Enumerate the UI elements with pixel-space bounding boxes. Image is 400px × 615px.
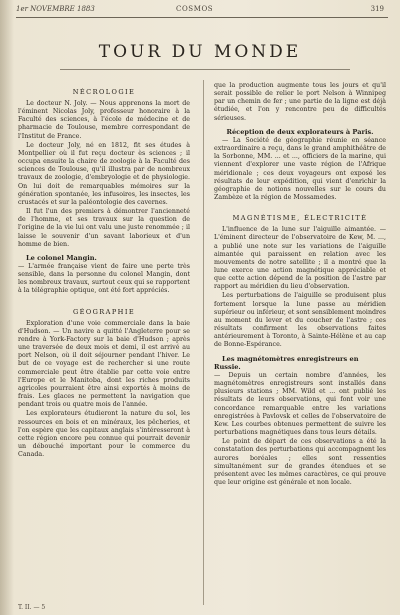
spacer: [18, 297, 190, 302]
binding-shadow: [0, 0, 14, 615]
paragraph: — L'armée française vient de faire une perte très sensible, dans la personne du colonel Mangin, dont les nombreux travaux, surtout ceux qui se rapportent à la télégraphie optique, ont été fort appréciés.: [18, 263, 190, 295]
paragraph: Il fut l'un des premiers à démontrer l'ancienneté de l'homme, et ses travaux sur la question de l'origine de la vie lui ont valu une juste renommée ; il laisse le souvenir d'un savant laborieux et d'un homme de bien.: [18, 208, 190, 248]
paragraph: Le docteur Joly, né en 1812, fit ses études à Montpellier où il fut reçu docteur ès sciences ; il occupa ensuite la chaire de zoologie à la Faculté des sciences de Toulouse, qu'il illustra par de nombreux travaux de zoologie, d'embryologie et de physiologie. On lui doit de remarquables mémoires sur la génération spontanée, les infusoires, les insectes, les crustacés et sur la paléontologie des cavernes.: [18, 141, 190, 206]
section-heading-necrologie: NÉCROLOGIE: [72, 88, 136, 96]
paragraph: — La Société de géographie réunie en séance extraordinaire a reçu, dans le grand amphithéâtre de la Sorbonne, MM. ... et ..., officiers de la marine, qui viennent d'explorer une vaste région de l'Afrique méridionale ; ces deux voyageurs ont exposé les résultats de leur expédition, qui vient d'enrichir la géographie de notions nouvelles sur le cours du Zambèze et la région de Mossamedes.: [214, 136, 386, 202]
paragraph: que la production augmente tous les jours et qu'il serait possible de relier le port Nelson à Winnipeg par un chemin de fer ; une partie de la ligne est déjà étudiée, et l'on y rencontre peu de difficultés sérieuses.: [214, 82, 386, 122]
running-head-journal: COSMOS: [176, 5, 214, 13]
paragraph: L'influence de la lune sur l'aiguille aimantée. — L'éminent directeur de l'observatoire de Kew, M. ..., a publié une note sur les variations de l'aiguille aimantée qui paraissent en relation avec les mouvements de notre satellite ; il a montré que la lune exerce une action magnétique appréciable et que cette action dépend de la position de l'astre par rapport au méridien du lieu d'observation.: [214, 226, 386, 291]
paragraph: Exploration d'une voie commerciale dans la baie d'Hudson. — Un navire a quitté l'Angleterre pour se rendre à York-Factory sur la baie d'Hudson ; après une traversée de deux mois et demi, il est arrivé au port Nelson, où il doit séjourner pendant l'hiver. Le but de ce voyage est de rechercher si une route commerciale peut être établie par cette voie entre l'Europe et le Manitoba, dont les riches produits agricoles pourraient être ainsi exportés à moins de frais. Les glaces ne permettent la navigation que pendant trois ou quatre mois de l'année.: [18, 319, 190, 409]
section-heading-magnetisme: MAGNÉTISME, ÉLECTRICITÉ: [232, 214, 368, 223]
paragraph: — Depuis un certain nombre d'années, les magnétomètres enregistreurs sont installés dans plusieurs stations ; MM. Wild et ... ont publié les résultats de leurs observations, qui font voir une concordance remarquable entre les variations enregistrées à Pavlovsk et celles de l'observatoire de Kew. Les courbes obtenues permettent de suivre les perturbations magnétiques dans tous leurs détails.: [214, 371, 386, 437]
volume-signature: T. II. — 5: [18, 604, 46, 611]
page-number: 319: [370, 5, 384, 13]
subheading-magnetometres: Les magnétomètres enregistreurs en Russie.: [214, 354, 359, 371]
subheading-reception: Réception de deux explorateurs à Paris.: [226, 127, 374, 136]
running-head-date: 1er NOVEMBRE 1883: [16, 5, 95, 13]
section-heading-geographie: GÉOGRAPHIE: [72, 307, 136, 316]
right-column: [214, 82, 386, 602]
left-column: [18, 82, 190, 602]
paragraph: Le point de départ de ces observations a été la constatation des perturbations qui accompagnent les aurores boréales ; elles sont ressenties simultanément sur de grandes étendues et se présentent avec les mêmes caractères, ce qui prouve que leur origine est générale et non locale.: [214, 438, 386, 487]
page-title: TOUR DU MONDE: [98, 42, 302, 62]
header-rule: [16, 17, 388, 18]
paragraph: Les explorateurs étudieront la nature du sol, les ressources en bois et en minéraux, les pêcheries, et l'on espère que les capitaux anglais s'intéresseront à cette région encore peu connue qui pourrait devenir un débouché important pour le commerce du Canada.: [18, 410, 190, 459]
paragraph: Le docteur N. Joly. — Nous apprenons la mort de l'éminent Nicolas Joly, professeur honoraire à la Faculté des sciences, à l'école de médecine et de pharmacie de Toulouse, membre correspondant de l'Institut de France.: [18, 100, 190, 140]
column-divider: [203, 80, 204, 605]
running-head: [16, 3, 390, 17]
title-rule: [60, 69, 350, 70]
spacer: [214, 203, 386, 208]
paragraph: Les perturbations de l'aiguille se produisent plus fortement lorsque la lune passe au méridien supérieur ou inférieur, et sont sensiblement moindres au moment du lever et du coucher de l'astre ; ces résultats confirment les observations faites antérieurement à Toronto, à Sainte-Hélène et au cap de Bonne-Espérance.: [214, 292, 386, 349]
subheading-mangin: Le colonel Mangin.: [26, 253, 97, 262]
